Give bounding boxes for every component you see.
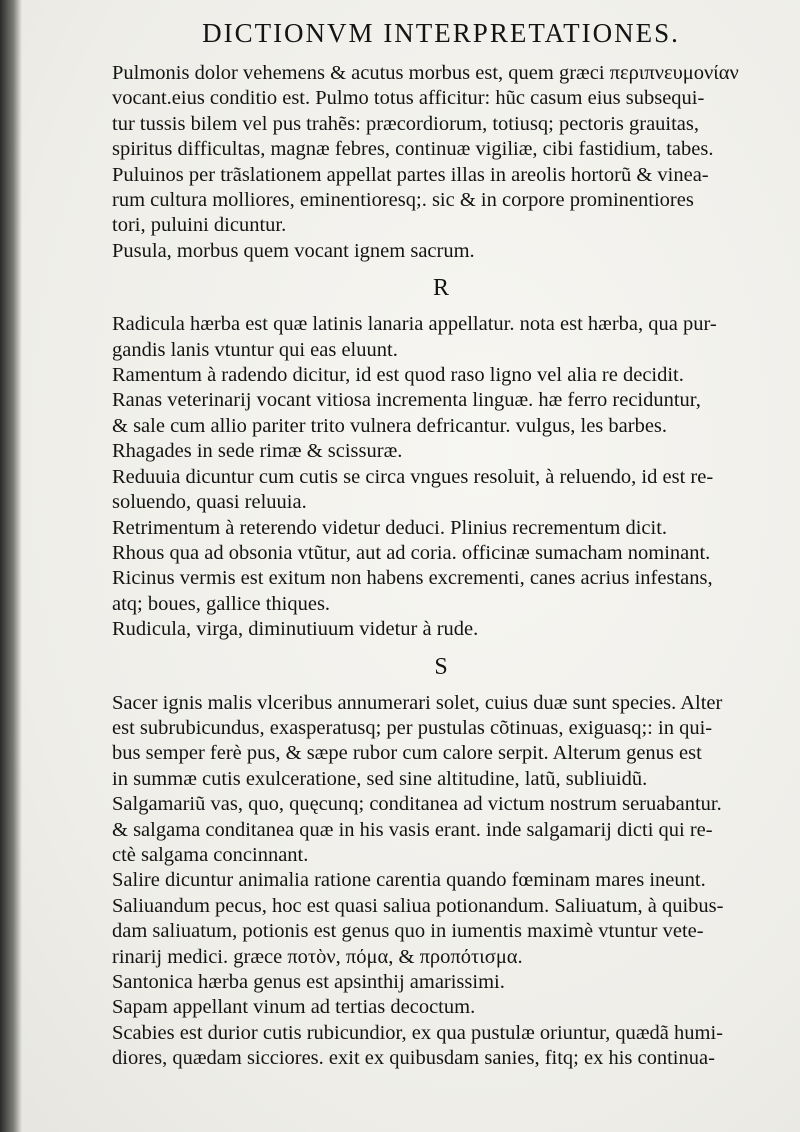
entry-line: Pulmonis dolor vehemens & acutus morbus est, quem græci περιπνευμονίαν	[112, 62, 739, 84]
dictionary-entry	[112, 312, 770, 363]
entry-line: diores, quædam sicciores. exit ex quibusdam sanies, fitq; ex his continua-	[112, 1047, 715, 1070]
dictionary-entry	[112, 995, 770, 1020]
entry-line: spiritus difficultas, magnæ febres, continuæ vigiliæ, cibi fastidium, tabes.	[112, 138, 714, 161]
entry-line: dam saliuatum, potionis est genus quo in iumentis maximè vtuntur vete-	[112, 920, 704, 943]
dictionary-entry	[112, 388, 770, 439]
dictionary-entry	[112, 894, 770, 970]
entry-line: est subrubicundus, exasperatusq; per pustulas cõtinuas, exiguasq;: in qui-	[112, 716, 713, 739]
entry-line: Salgamariũ vas, quo, quęcunq; conditanea ad victum nostrum seruabantur.	[112, 793, 722, 816]
dictionary-entry	[112, 691, 770, 793]
entry-line: rinarij medici. græce ποτὸν, πόμα, & προπότισμα.	[112, 945, 523, 968]
section-letter: R	[432, 275, 449, 302]
entry-line: Sacer ignis malis vlceribus annumerari solet, cuius duæ sunt species. Alter	[112, 691, 723, 714]
dictionary-entry	[112, 239, 770, 264]
entry-line: bus semper ferè pus, & sæpe rubor cum calore serpit. Alterum genus est	[112, 742, 702, 765]
entry-line: Pusula, morbus quem vocant ignem sacrum.	[112, 239, 475, 262]
entry-line: ctè salgama concinnant.	[112, 843, 309, 866]
entry-line: Scabies est durior cutis rubicundior, ex qua pustulæ oriuntur, quædã humi-	[112, 1021, 723, 1044]
dictionary-entry	[112, 516, 770, 541]
dictionary-entry	[112, 465, 770, 516]
dictionary-entry	[112, 439, 770, 464]
entry-line: vocant.eius conditio est. Pulmo totus afficitur: hũc casum eius subsequi-	[112, 87, 705, 110]
entry-line: Radicula hærba est quæ latinis lanaria appellatur. nota est hærba, qua pur-	[112, 313, 717, 336]
dictionary-entry	[112, 970, 770, 995]
entry-line: Saliuandum pecus, hoc est quasi saliua potionandum. Saliuatum, à quibus-	[112, 894, 724, 917]
dictionary-entries	[112, 61, 770, 1072]
dictionary-entry	[112, 566, 770, 617]
entry-line: & sale cum allio pariter trito vulnera defricantur. vulgus, les barbes.	[112, 414, 668, 437]
entry-line: soluendo, quasi reluuia.	[112, 491, 307, 514]
entry-line: Reduuia dicuntur cum cutis se circa vngues resoluit, à reluendo, id est re-	[112, 465, 714, 488]
entry-line: gandis lanis vtuntur qui eas eluunt.	[112, 338, 398, 361]
entry-line: Ramentum à radendo dicitur, id est quod raso ligno vel alia re decidit.	[112, 364, 684, 387]
entry-line: Puluinos per trãslationem appellat partes illas in areolis hortorũ & vinea-	[112, 163, 709, 186]
entry-line: tur tussis bilem vel pus trahẽs: præcordiorum, totiusq; pectoris grauitas,	[112, 112, 700, 135]
dictionary-entry	[112, 163, 770, 239]
dictionary-entry	[112, 1021, 770, 1072]
entry-line: rum cultura molliores, eminentioresq;. sic & in corpore prominentiores	[112, 189, 694, 212]
entry-line: in summæ cutis exulceratione, sed sine altitudine, latũ, subliuidũ.	[112, 767, 648, 790]
entry-line: tori, puluini dicuntur.	[112, 214, 287, 237]
page-header: DICTIONVM INTERPRETATIONES.	[202, 18, 680, 48]
entry-line: Ranas veterinarij vocant vitiosa incrementa linguæ. hæ ferro reciduntur,	[112, 389, 701, 412]
entry-line: & salgama conditanea quæ in his vasis erant. inde salgamarij dicti qui re-	[112, 818, 713, 841]
entry-line: Rhous qua ad obsonia vtũtur, aut ad coria. officinæ sumacham nominant.	[112, 541, 711, 564]
entry-line: atq; boues, gallice thiques.	[112, 592, 331, 615]
dictionary-entry	[112, 363, 770, 388]
dictionary-entry	[112, 617, 770, 642]
entry-line: Sapam appellant vinum ad tertias decoctum.	[112, 996, 476, 1019]
entry-line: Santonica hærba genus est apsinthij amarissimi.	[112, 971, 505, 993]
entry-line: Ricinus vermis est exitum non habens excrementi, canes acrius infestans,	[112, 567, 713, 590]
dictionary-entry	[112, 868, 770, 893]
entry-line: Retrimentum à reterendo videtur deduci. Plinius recrementum dicit.	[112, 516, 668, 539]
dictionary-entry	[112, 792, 770, 868]
book-spine-shadow	[0, 0, 22, 1132]
dictionary-entry	[112, 541, 770, 566]
dictionary-entry	[112, 61, 770, 163]
entry-line: Rhagades in sede rimæ & scissuræ.	[112, 440, 403, 463]
section-letter: S	[434, 653, 448, 680]
entry-line: Salire dicuntur animalia ratione carentia quando fœminam mares ineunt.	[112, 869, 706, 892]
entry-line: Rudicula, virga, diminutiuum videtur à rude.	[112, 618, 479, 641]
